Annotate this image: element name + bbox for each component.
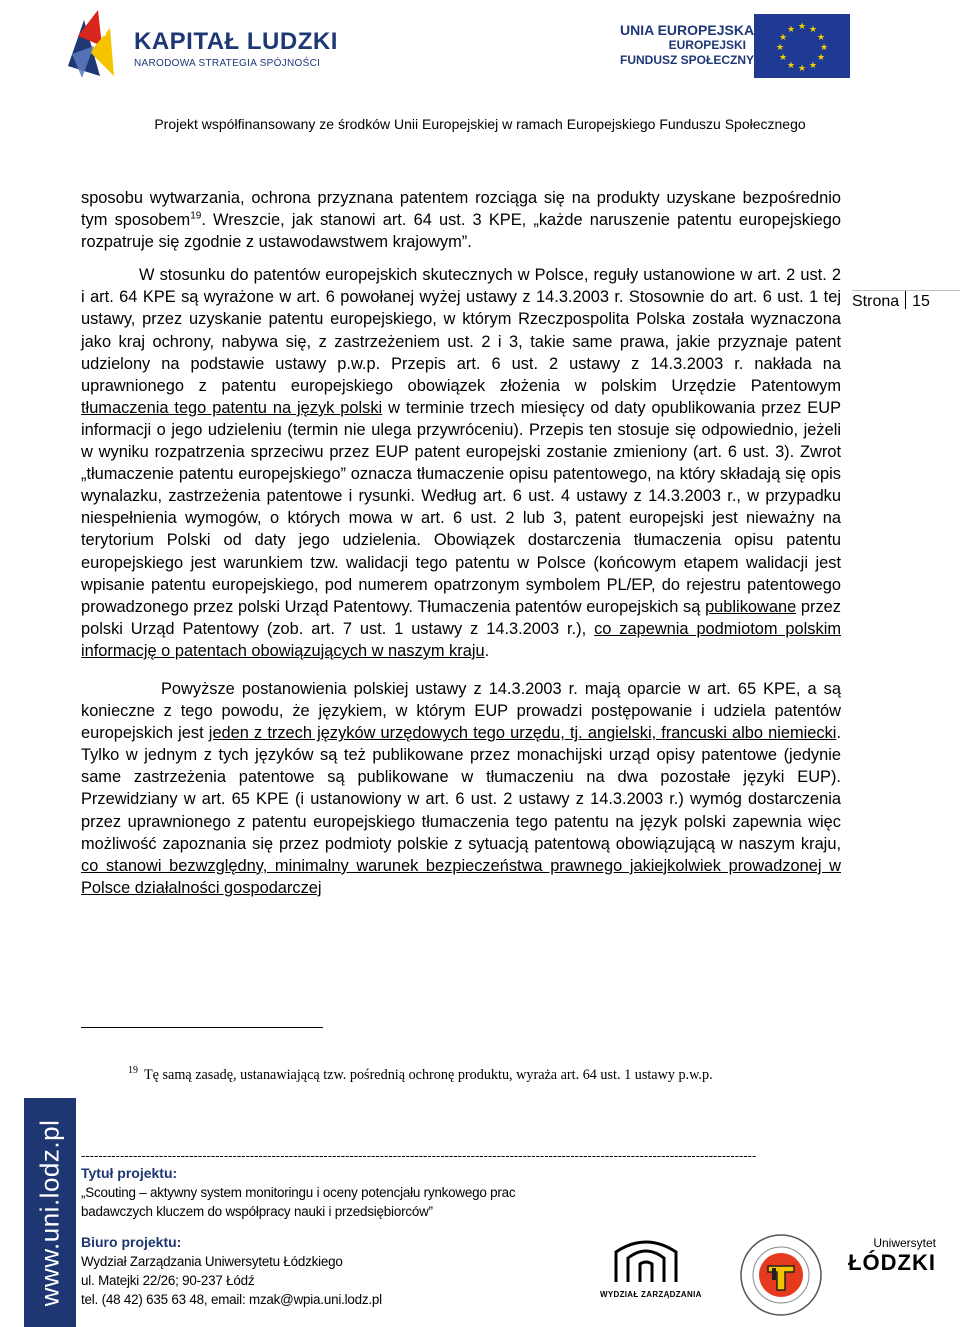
svg-text:★: ★ <box>816 53 826 63</box>
project-title-line2: badawczych kluczem do współpracy nauki i przedsiębiorców” <box>81 1204 433 1219</box>
footnote-ref: 19 <box>190 210 202 222</box>
svg-text:★: ★ <box>778 53 788 63</box>
svg-text:★: ★ <box>786 25 796 35</box>
footnote <box>128 1067 713 1084</box>
svg-text:★: ★ <box>775 43 785 53</box>
eu-line2: EUROPEJSKI <box>668 38 746 52</box>
kapital-ludzki-title: KAPITAŁ LUDZKI <box>134 28 338 55</box>
ul-small: Uniwersytet <box>873 1236 936 1250</box>
svg-text:★: ★ <box>797 64 807 74</box>
project-office-label: Biuro projektu: <box>81 1234 182 1250</box>
footnote-number: 19 <box>128 1065 138 1077</box>
footer-info <box>81 1164 601 1309</box>
footer-divider: ------------------------------------------------------------------------------------------------------------------------------------------------------------ <box>81 1148 757 1163</box>
office-line3: tel. (48 42) 635 63 48, email: mzak@wpia.uni.lodz.pl <box>81 1292 382 1307</box>
eu-logo <box>620 14 850 82</box>
eu-line3: FUNDUSZ SPOŁECZNY <box>620 53 755 67</box>
wydzial-zarzadzania-logo <box>600 1232 702 1304</box>
wz-label: WYDZIAŁ ZARZĄDZANIA <box>600 1290 702 1299</box>
eu-flag-icon <box>754 14 850 78</box>
page-number: 15 <box>912 293 930 310</box>
kapital-ludzki-logo <box>64 6 338 84</box>
footnote-text: Tę samą zasadę, ustanawiającą tzw. pośrednią ochronę produktu, wyraża art. 64 ust. 1 ustawy p.w.p. <box>144 1067 713 1083</box>
university-seal-icon <box>738 1232 824 1318</box>
svg-text:★: ★ <box>808 61 818 71</box>
eu-line1: UNIA EUROPEJSKA <box>620 22 755 38</box>
ul-big: ŁÓDZKI <box>848 1250 936 1275</box>
office-line1: Wydział Zarządzania Uniwersytetu Łódzkiego <box>81 1254 343 1269</box>
svg-text:★: ★ <box>816 33 826 43</box>
ul-wordmark <box>836 1236 936 1276</box>
main-text <box>81 187 841 899</box>
project-title-line1: „Scouting – aktywny system monitoringu i oceny potencjału rynkowego prac <box>81 1185 516 1200</box>
project-title-label: Tytuł projektu: <box>81 1165 178 1181</box>
wz-emblem-icon <box>606 1232 686 1288</box>
svg-text:★: ★ <box>778 33 788 43</box>
paragraph-3: Powyższe postanowienia polskiej ustawy z 14.3.2003 r. mają oparcie w art. 65 KPE, a są konieczne z tego powodu, że językiem, w którym EUP prowadzi postępowanie i udziela patentów europejskich jest jeden z trzech języków urzędowych tego urzędu, tj. angielski, francuski albo niemiecki. Tylko w jednym z tych języków są też publikowane przez monachijski urząd opisy patentowe (jedynie same zastrzeżenia patentowe są publikowane w tłumaczeniu na dwa pozostałe języki EUP). Przewidziany w art. 65 KPE (i ustanowiony w art. 6 ust. 2 ustawy z 14.3.2003 r.) wymóg dostarczenia przez uprawnionego z patentu europejskiego tłumaczenia tego patentu na język polski zapewnia więc możliwość zapoznania się przez podmioty polskie z sytuacją patentową obowiązującą w naszym kraju, co stanowi bezwzględny, minimalny warunek bezpieczeństwa prawnego jakiejkolwiek prowadzonej w Polsce działalności gospodarczej <box>81 679 842 897</box>
page-label: Strona <box>852 293 900 310</box>
kapital-ludzki-subtitle: NARODOWA STRATEGIA SPÓJNOŚCI <box>134 58 321 69</box>
kapital-ludzki-emblem-icon <box>64 6 134 84</box>
svg-text:★: ★ <box>797 22 807 32</box>
svg-text:★: ★ <box>786 61 796 71</box>
footer-sidebar <box>24 1098 76 1327</box>
svg-text:★: ★ <box>819 43 829 53</box>
ul-seal <box>738 1232 824 1318</box>
page-marker <box>852 291 930 311</box>
paragraph-1: sposobu wytwarzania, ochrona przyznana patentem rozciąga się na produkty uzyskane bezpośrednio tym sposobem$^{19}$. Wreszcie, jak stanowi art. 64 ust. 3 KPE, „każde naruszenie patentu europejskiego rozpatruje się zgodnie z ustawodawstwem krajowym”. <box>81 189 841 252</box>
footnote-rule <box>81 1027 323 1028</box>
sidebar-url[interactable]: www.uni.lodz.pl <box>34 1119 65 1306</box>
office-line2: ul. Matejki 22/26; 90-237 Łódź <box>81 1273 255 1288</box>
cofinance-line: Projekt współfinansowany ze środków Unii Europejskiej w ramach Europejskiego Funduszu Społecznego <box>154 116 806 132</box>
paragraph-2: W stosunku do patentów europejskich skutecznych w Polsce, reguły ustanowione w art. 2 ust. 2 i art. 64 KPE są wyrażone w art. 6 powołanej wyżej ustawy z 14.3.2003 r. Stosownie do art. 6 ust. 1 tej ustawy, przez uzyskanie patentu europejskiego, w którym Rzeczpospolita Polska została wyznaczona jako kraj ochrony, nabywa się, z zastrzeżeniem ust. 2 i 3, takie same prawa, jakie przyznaje patent udzielony na podstawie ustawy p.w.p. Przepis art. 6 ust. 2 ustawy z 14.3.2003 r. nakłada na uprawnionego z patentu europejskiego obowiązek złożenia w polskim Urzędzie Patentowym tłumaczenia tego patentu na język polski w terminie trzech miesięcy od daty opublikowania przez EUP informacji o jego udzieleniu (termin nie ulega przywróceniu). Przepis ten stosuje się odpowiednio, jeżeli w wyniku rozpatrzenia sprzeciwu przez EUP patent europejski zostanie zmieniony (art. 6 ust. 3). Zwrot „tłumaczenie patentu europejskiego” oznacza tłumaczenie opisu patentowego, na który składają się opis wynalazku, zastrzeżenia patentowe i rysunki. Według art. 6 ust. 4 ustawy z 14.3.2003 r., w przypadku niespełnienia wymogów, o których mowa w art. 6 ust. 2 lub 3, patent europejski jest nieważny na terytorium Polski od daty jego udzielenia. Obowiązek dostarczenia tłumaczenia opisu patentu europejskiego jest warunkiem tzw. walidacji tego patentu w Polsce (końcowym etapem walidacji jest wpisanie patentu europejskiego, pod numerem opatrzonym symbolem PL/EP, do rejestru patentowego prowadzonego przez polski Urząd Patentowy. Tłumaczenia patentów europejskich są publikowane przez polski Urząd Patentowy (zob. art. 7 ust. 1 ustawy z 14.3.2003 r.), co zapewnia podmiotom polskim informację o patentach obowiązujących w naszym kraju. <box>81 266 841 660</box>
svg-text:★: ★ <box>808 25 818 35</box>
